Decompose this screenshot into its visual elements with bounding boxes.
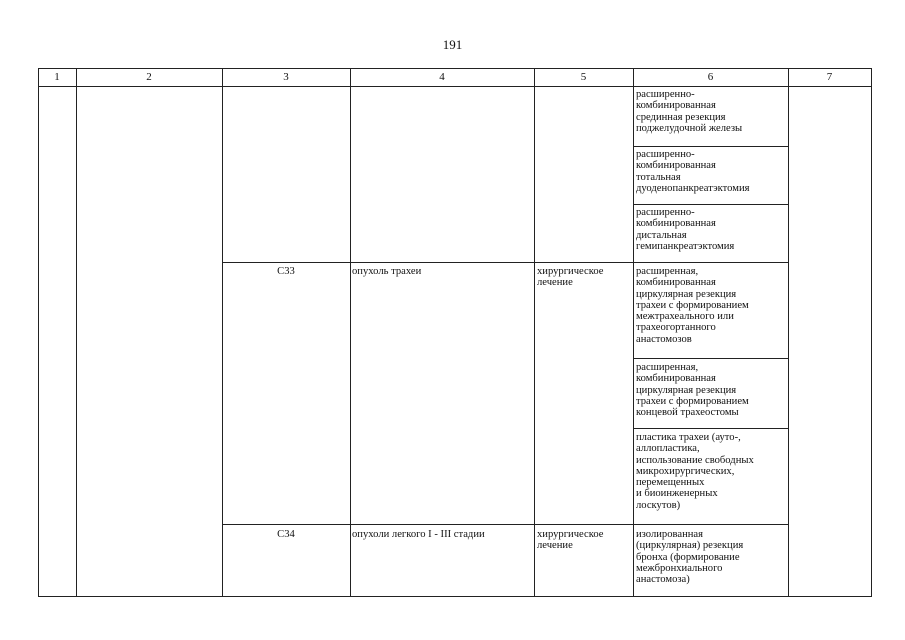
code-cell: C34: [277, 529, 295, 540]
method-cell: расширенно- комбинированная дистальная гемипанкреатэктомия: [636, 207, 735, 252]
method-cell: расширенно- комбинированная срединная резекция поджелудочной железы: [636, 89, 743, 134]
header-cell: 4: [439, 71, 445, 83]
subrow-rule: [633, 428, 789, 429]
method-cell: пластика трахеи (ауто-, аллопластика, использование свободных микрохирургических, перемещенных и биоинженерных лоскутов): [636, 432, 754, 511]
subrow-rule: [633, 204, 789, 205]
diagnosis-cell: опухоли легкого I - III стадии: [352, 529, 485, 540]
treatment-cell: хирургическое лечение: [537, 266, 604, 289]
subrow-rule: [633, 146, 789, 147]
header-cell: 7: [826, 71, 833, 83]
method-cell: расширенная, комбинированная циркулярная резекция трахеи с формированием концевой трахеостомы: [636, 362, 749, 419]
header-cell: 5: [580, 71, 587, 83]
row-rule: [222, 262, 789, 263]
col-line: [76, 68, 77, 597]
method-cell: изолированная (циркулярная) резекция бронха (формирование межбронхиального анастомоза): [636, 529, 744, 586]
col-line: [788, 68, 789, 597]
header-cell: 2: [146, 71, 152, 83]
col-line: [534, 68, 535, 597]
row-rule: [222, 524, 789, 525]
col-line: [871, 68, 872, 597]
header-cell: 1: [54, 71, 60, 83]
header-bottom-rule: [38, 86, 872, 87]
method-cell: расширенно- комбинированная тотальная дуоденопанкреатэктомия: [636, 149, 750, 194]
subrow-rule: [633, 358, 789, 359]
col-line: [38, 68, 39, 597]
method-cell: расширенная, комбинированная циркулярная резекция трахеи с формированием межтрахеального или трахеогортанного анастомозов: [636, 266, 749, 345]
treatment-cell: хирургическое лечение: [537, 529, 604, 552]
page-number: 191: [442, 37, 463, 52]
header-cell: 6: [707, 71, 714, 83]
col-line: [350, 68, 351, 597]
col-line: [222, 68, 223, 597]
header-cell: 3: [283, 71, 289, 83]
code-cell: C33: [277, 266, 295, 277]
col-line: [633, 68, 634, 597]
diagnosis-cell: опухоль трахеи: [352, 266, 422, 277]
table-bottom-border: [38, 596, 872, 597]
